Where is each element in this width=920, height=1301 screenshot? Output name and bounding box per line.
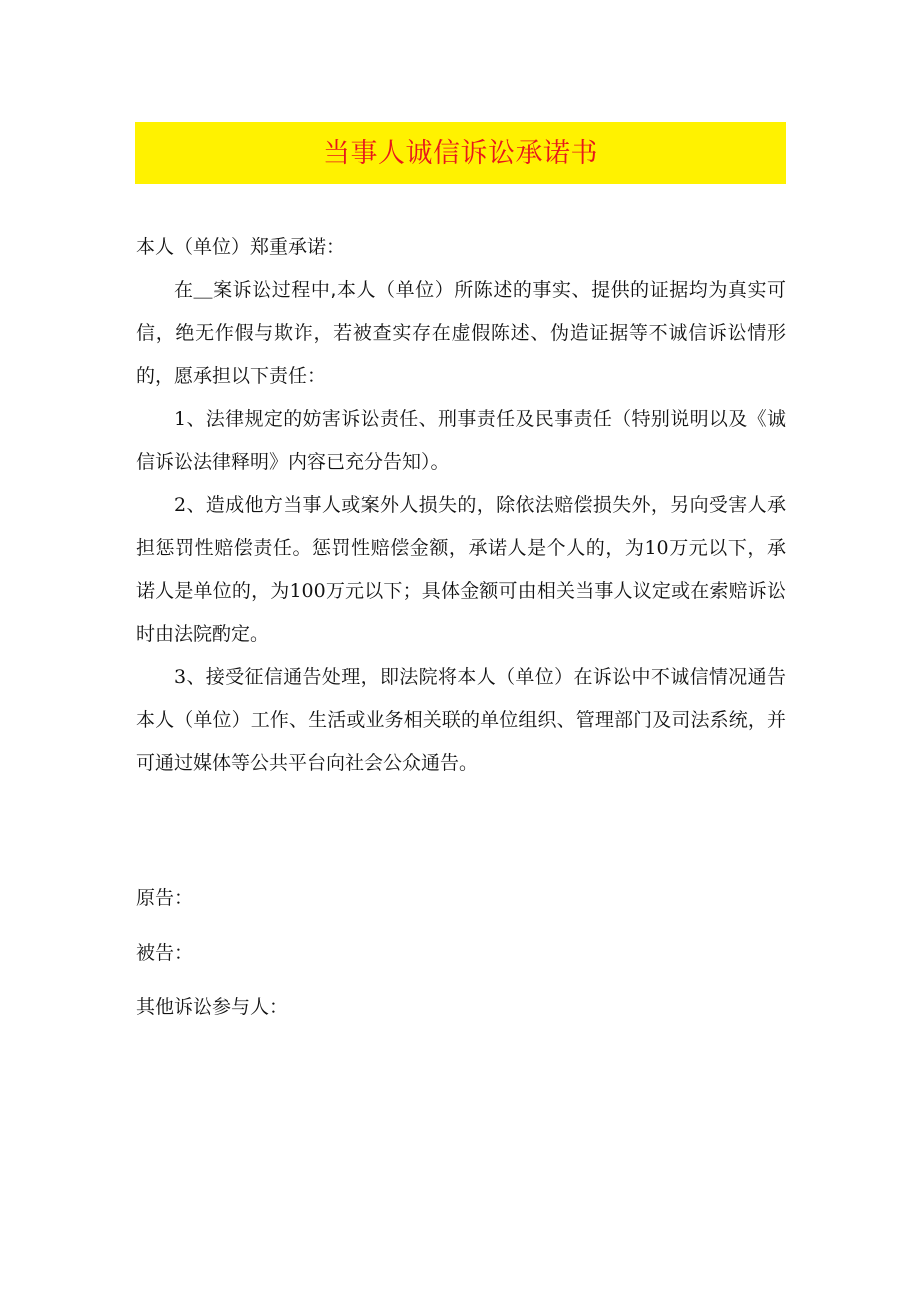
intro-line: 本人（单位）郑重承诺： <box>136 236 346 258</box>
item-1-number: 1 <box>174 408 187 430</box>
item-1-text: 、法律规定的妨害诉讼责任、刑事责任及民事责任（特别说明以及《诚信诉讼法律释明》内容已充分告知）。 <box>136 408 786 473</box>
item-3 <box>136 656 786 785</box>
plaintiff-signature-label: 原告： <box>136 887 194 909</box>
item-3-number: 3 <box>174 666 187 688</box>
defendant-signature-label: 被告： <box>136 942 194 964</box>
item-1 <box>136 398 786 484</box>
item-2-amount-entity: 100 <box>289 580 326 602</box>
title-banner <box>135 122 786 184</box>
item-2 <box>136 484 786 656</box>
other-participants-signature-label: 其他诉讼参与人： <box>136 996 289 1018</box>
item-2-text-a: 、造成他方当事人或案外人损失的，除依法赔偿损失外，另向受害人承担惩罚性赔偿责任。惩罚性赔偿金额，承诺人是个人的，为 <box>136 494 786 559</box>
main-paragraph: 在＿案诉讼过程中,本人（单位）所陈述的事实、提供的证据均为真实可信，绝无作假与欺诈，若被查实存在虚假陈述、伪造证据等不诚信诉讼情形的，愿承担以下责任： <box>136 279 786 387</box>
item-2-text-c: 万元以下；具体金额可由相关当事人议定或在索赔诉讼时由法院酌定。 <box>136 580 786 645</box>
item-2-number: 2 <box>174 494 187 516</box>
item-2-text-b: 万元以下，承诺人是单位的，为 <box>136 537 786 602</box>
item-2-amount-individual: 10 <box>644 537 669 559</box>
document-body <box>136 226 786 785</box>
document-title: 当事人诚信诉讼承诺书 <box>323 137 598 169</box>
item-3-text: 、接受征信通告处理，即法院将本人（单位）在诉讼中不诚信情况通告本人（单位）工作、生活或业务相关联的单位组织、管理部门及司法系统，并可通过媒体等公共平台向社会公众通告。 <box>136 666 786 774</box>
